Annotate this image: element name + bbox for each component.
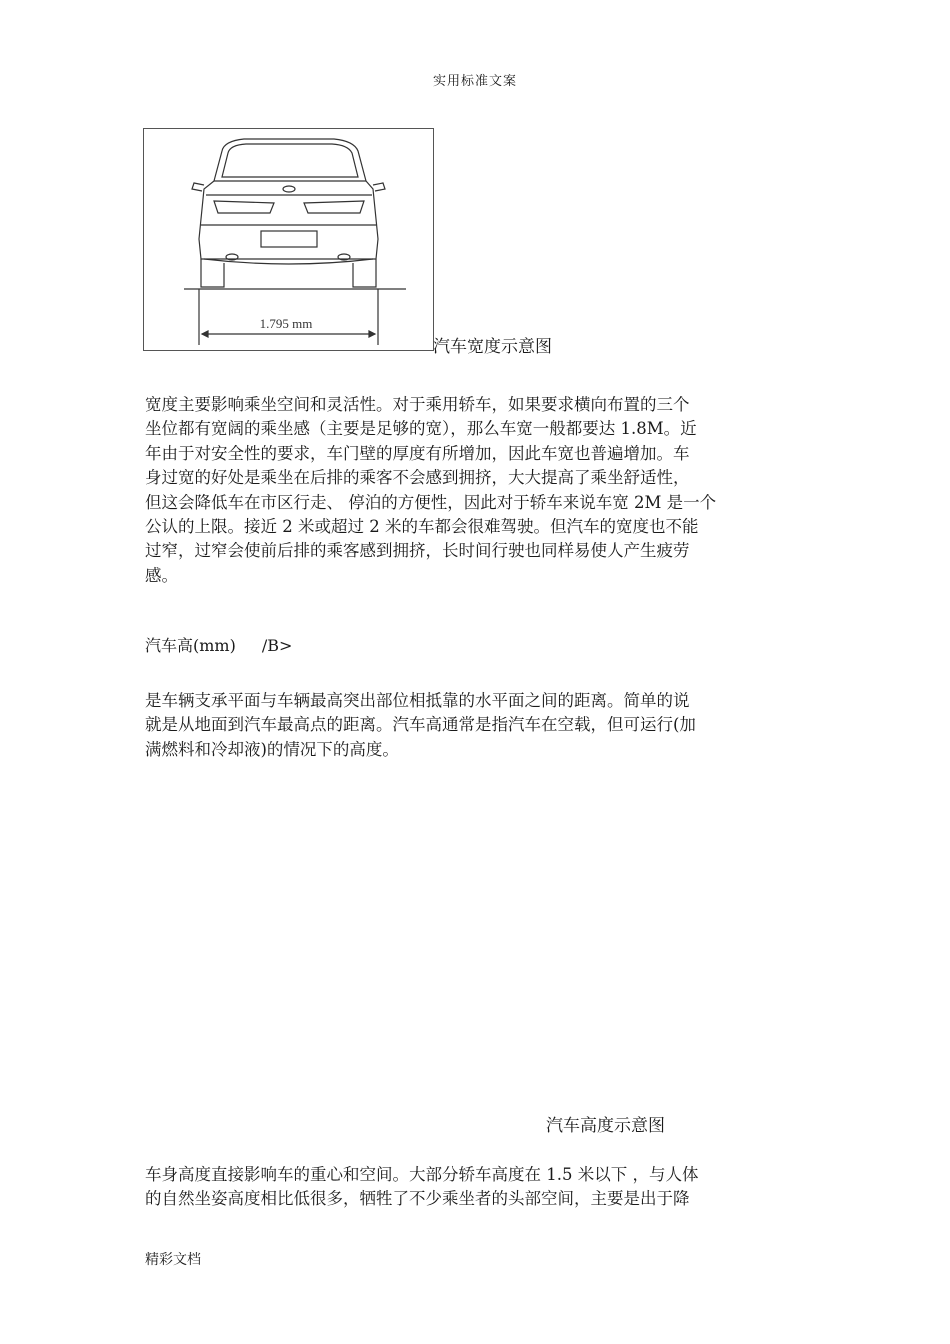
paragraph-line: 是车辆支承平面与车辆最高突出部位相抵靠的水平面之间的距离。简单的说 (145, 691, 690, 710)
section-heading-height (145, 633, 292, 656)
paragraph-line: 就是从地面到汽车最高点的距离。汽车高通常是指汽车在空载，但可运行(加 (145, 715, 696, 735)
section-title: 汽车高(mm) (145, 636, 236, 655)
paragraph-height-impact (145, 1163, 785, 1212)
paragraph-height-definition (145, 689, 785, 762)
paragraph-line: 感。 (145, 565, 178, 585)
width-dimension-label: 1.795 mm (259, 316, 313, 331)
paragraph-line: 坐位都有宽阔的乘坐感（主要是足够的宽），那么车宽一般都要达 1.8M。近 (145, 419, 697, 439)
car-width-figure (143, 128, 434, 351)
paragraph-line: 身过宽的好处是乘坐在后排的乘客不会感到拥挤，大大提高了乘坐舒适性， (145, 468, 690, 488)
paragraph-line: 公认的上限。接近 2 米或超过 2 米的车都会很难驾驶。但汽车的宽度也不能 (145, 517, 699, 537)
page-header: 实用标准文案 (432, 74, 517, 89)
paragraph-line: 的自然坐姿高度相比低很多，牺牲了不少乘坐者的头部空间，主要是出于降 (145, 1189, 690, 1209)
paragraph-width (145, 393, 785, 588)
car-rear-view-drawing (144, 129, 433, 350)
figure-caption-height: 汽车高度示意图 (546, 1116, 665, 1136)
paragraph-line: 但这会降低车在市区行走、 停泊的方便性，因此对于轿车来说车宽 2M 是一个 (145, 492, 717, 512)
paragraph-line: 过窄，过窄会使前后排的乘客感到拥挤，长时间行驶也同样易使人产生疲劳 (145, 541, 690, 561)
figure-caption-width: 汽车宽度示意图 (433, 337, 552, 357)
paragraph-line: 车身高度直接影响车的重心和空间。大部分轿车高度在 1.5 米以下 ，与人体 (145, 1165, 699, 1184)
paragraph-line: 满燃料和冷却液)的情况下的高度。 (145, 739, 399, 759)
page-footer: 精彩文档 (145, 1252, 201, 1268)
paragraph-line: 年由于对安全性的要求，车门壁的厚度有所增加，因此车宽也普遍增加。车 (145, 443, 690, 463)
paragraph-line: 宽度主要影响乘坐空间和灵活性。对于乘用轿车，如果要求横向布置的三个 (145, 395, 690, 414)
section-tag: /B> (261, 636, 293, 655)
